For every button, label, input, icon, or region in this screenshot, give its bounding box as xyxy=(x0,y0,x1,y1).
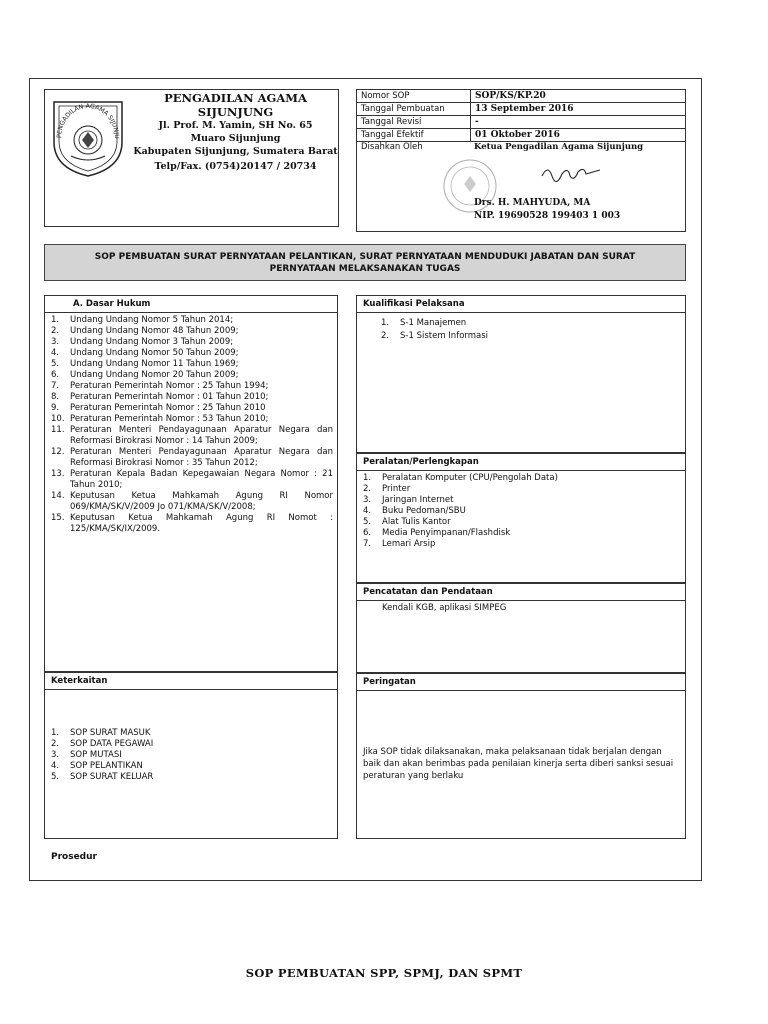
peralatan-heading: Peralatan/Perlengkapan xyxy=(357,454,685,471)
list-item-number: 1. xyxy=(51,728,60,738)
org-identity xyxy=(132,89,339,172)
peringatan-heading: Peringatan xyxy=(357,674,685,691)
org-address-region: Kabupaten Sijunjung, Sumatera Barat xyxy=(133,146,338,157)
org-address-street: Jl. Prof. M. Yamin, SH No. 65 xyxy=(158,120,313,131)
list-item xyxy=(51,381,333,392)
list-item-text: Peraturan Kepala Badan Kepegawaian Negara Nomor : 21 Tahun 2010; xyxy=(70,469,333,490)
list-item-text: Peraturan Pemerintah Nomor : 01 Tahun 2010; xyxy=(70,392,269,402)
list-item-text: Undang Undang Nomor 5 Tahun 2014; xyxy=(70,315,234,325)
list-item-text: SOP MUTASI xyxy=(70,750,122,760)
org-name: PENGADILAN AGAMA SIJUNJUNG xyxy=(164,91,307,119)
meta-label: Tanggal Efektif xyxy=(357,129,471,141)
sop-title xyxy=(44,244,686,281)
meta-value: - xyxy=(475,117,479,127)
list-item-number: 4. xyxy=(51,348,60,358)
list-item-text: Keputusan Ketua Mahkamah Agung RI Nomot : 125/KMA/SK/IX/2009. xyxy=(70,513,333,534)
list-item-number: 2. xyxy=(381,331,390,341)
list-item xyxy=(51,359,333,370)
list-item xyxy=(51,414,333,425)
list-item-text: Undang Undang Nomor 50 Tahun 2009; xyxy=(70,348,239,358)
dasar-hukum-section xyxy=(44,295,338,672)
list-item-text: Peraturan Menteri Pendayagunaan Aparatur Negara dan Reformasi Birokrasi Nomor : 35 Tahun 2012; xyxy=(70,447,333,468)
meta-value: 01 Oktober 2016 xyxy=(475,130,560,140)
list-item-number: 9. xyxy=(51,403,60,413)
list-item-number: 5. xyxy=(363,517,372,527)
pencatatan-section xyxy=(356,583,686,673)
list-item xyxy=(51,370,333,381)
peringatan-text: Jika SOP tidak dilaksanakan, maka pelaksanaan tidak berjalan dengan baik dan akan berimbas pada penilaian kinerja serta diberi sanksi sesuai peraturan yang berlaku xyxy=(363,747,674,781)
signer xyxy=(474,197,620,223)
list-item xyxy=(51,337,333,348)
org-address-city: Muaro Sijunjung xyxy=(190,133,281,144)
list-item-text: Jaringan Internet xyxy=(382,495,454,505)
meta-row-nomor xyxy=(357,90,685,103)
svg-text:PENGADILAN AGAMA SIJUNJUNG: PENGADILAN AGAMA SIJUNJU xyxy=(55,102,121,139)
list-item xyxy=(363,517,681,528)
list-item-number: 15. xyxy=(51,513,65,523)
list-item-text: Undang Undang Nomor 11 Tahun 1969; xyxy=(70,359,239,369)
list-item-number: 7. xyxy=(51,381,60,391)
list-item-number: 1. xyxy=(381,318,390,328)
sop-metadata-table xyxy=(356,89,686,232)
list-item-number: 5. xyxy=(51,359,60,369)
list-item-text: Peraturan Pemerintah Nomor : 53 Tahun 2010; xyxy=(70,414,269,424)
list-item-text: Peraturan Pemerintah Nomor : 25 Tahun 1994; xyxy=(70,381,269,391)
approval-block xyxy=(470,142,685,231)
kualifikasi-section xyxy=(356,295,686,453)
list-item-text: SOP SURAT KELUAR xyxy=(70,772,154,782)
list-item xyxy=(51,403,333,414)
list-item-number: 2. xyxy=(51,739,60,749)
list-item xyxy=(363,539,681,550)
list-item-text: Peralatan Komputer (CPU/Pengolah Data) xyxy=(382,473,558,483)
list-item-text: S-1 Sistem Informasi xyxy=(400,331,489,341)
kualifikasi-list xyxy=(357,313,685,343)
meta-label: Nomor SOP xyxy=(357,90,471,102)
meta-label: Tanggal Pembuatan xyxy=(357,103,471,115)
meta-row-efektif xyxy=(357,129,685,142)
list-item-text: SOP SURAT MASUK xyxy=(70,728,151,738)
dasar-hukum-heading: A. Dasar Hukum xyxy=(45,296,337,313)
list-item xyxy=(381,317,681,330)
court-seal-logo xyxy=(49,94,127,178)
list-item xyxy=(363,528,681,539)
prosedur-label: Prosedur xyxy=(51,852,97,862)
list-item xyxy=(51,425,333,447)
list-item xyxy=(51,728,333,739)
sop-title-line1: SOP PEMBUATAN SURAT PERNYATAAN PELANTIKAN, SURAT PERNYATAAN MENDUDUKI JABATAN DAN SURAT xyxy=(94,252,636,262)
list-item-text: Printer xyxy=(382,484,411,494)
list-item-number: 8. xyxy=(51,392,60,402)
list-item xyxy=(51,513,333,535)
signer-name: Drs. H. MAHYUDA, MA xyxy=(474,198,591,208)
list-item xyxy=(381,330,681,343)
list-item xyxy=(51,469,333,491)
list-item-text: Peraturan Pemerintah Nomor : 25 Tahun 2010 xyxy=(70,403,266,413)
list-item-text: SOP PELANTIKAN xyxy=(70,761,143,771)
list-item-text: Undang Undang Nomor 20 Tahun 2009; xyxy=(70,370,239,380)
list-item-text: Alat Tulis Kantor xyxy=(382,517,451,527)
list-item-number: 11. xyxy=(51,425,65,435)
list-item-text: Keputusan Ketua Mahkamah Agung RI Nomor 069/KMA/SK/V/2009 Jo 071/KMA/SK/V/2008; xyxy=(70,491,333,512)
peralatan-list xyxy=(357,471,685,550)
list-item-number: 4. xyxy=(51,761,60,771)
list-item-text: SOP DATA PEGAWAI xyxy=(70,739,154,749)
list-item-number: 3. xyxy=(363,495,372,505)
list-item-number: 2. xyxy=(51,326,60,336)
list-item-number: 2. xyxy=(363,484,372,494)
meta-value: 13 September 2016 xyxy=(475,104,574,114)
list-item-number: 10. xyxy=(51,414,65,424)
page-caption: SOP PEMBUATAN SPP, SPMJ, DAN SPMT xyxy=(245,966,523,980)
list-item xyxy=(51,326,333,337)
list-item xyxy=(51,315,333,326)
pencatatan-heading: Pencatatan dan Pendataan xyxy=(357,584,685,601)
list-item-number: 1. xyxy=(51,315,60,325)
keterkaitan-list xyxy=(45,690,337,783)
list-item-text: Peraturan Menteri Pendayagunaan Aparatur Negara dan Reformasi Birokrasi Nomor : 14 Tahun 2009; xyxy=(70,425,333,446)
org-phone: Telp/Fax. (0754)20147 / 20734 xyxy=(154,161,317,172)
meta-label: Tanggal Revisi xyxy=(357,116,471,128)
list-item-number: 3. xyxy=(51,337,60,347)
pencatatan-text: Kendali KGB, aplikasi SIMPEG xyxy=(382,603,507,613)
list-item-number: 6. xyxy=(363,528,372,538)
list-item-number: 7. xyxy=(363,539,372,549)
kualifikasi-heading: Kualifikasi Pelaksana xyxy=(357,296,685,313)
list-item xyxy=(51,348,333,359)
list-item xyxy=(51,447,333,469)
list-item-number: 1. xyxy=(363,473,372,483)
list-item xyxy=(51,739,333,750)
meta-row-pembuatan xyxy=(357,103,685,116)
dasar-hukum-list xyxy=(45,313,337,535)
keterkaitan-section xyxy=(44,672,338,839)
list-item-number: 5. xyxy=(51,772,60,782)
list-item xyxy=(363,495,681,506)
keterkaitan-heading: Keterkaitan xyxy=(45,673,337,690)
list-item-text: Undang Undang Nomor 3 Tahun 2009; xyxy=(70,337,234,347)
list-item-text: Undang Undang Nomor 48 Tahun 2009; xyxy=(70,326,239,336)
list-item-text: S-1 Manajemen xyxy=(400,318,467,328)
meta-row-disahkan xyxy=(357,142,685,231)
list-item-text: Buku Pedoman/SBU xyxy=(382,506,466,516)
approver-title: Ketua Pengadilan Agama Sijunjung xyxy=(474,142,644,152)
list-item xyxy=(51,392,333,403)
list-item-text: Media Penyimpanan/Flashdisk xyxy=(382,528,511,538)
meta-label: Disahkan Oleh xyxy=(361,142,423,152)
list-item xyxy=(363,473,681,484)
list-item xyxy=(51,772,333,783)
list-item-text: Lemari Arsip xyxy=(382,539,436,549)
list-item xyxy=(51,750,333,761)
list-item xyxy=(51,491,333,513)
list-item-number: 12. xyxy=(51,447,65,457)
sop-title-line2: PERNYATAAN MELAKSANAKAN TUGAS xyxy=(269,264,461,274)
list-item-number: 6. xyxy=(51,370,60,380)
signer-nip: NIP. 19690528 199403 1 003 xyxy=(474,211,621,221)
list-item-number: 3. xyxy=(51,750,60,760)
handwritten-signature xyxy=(540,162,610,189)
list-item xyxy=(363,506,681,517)
list-item-number: 13. xyxy=(51,469,65,479)
list-item-number: 4. xyxy=(363,506,372,516)
list-item xyxy=(51,761,333,772)
list-item xyxy=(363,484,681,495)
meta-row-revisi xyxy=(357,116,685,129)
list-item-number: 14. xyxy=(51,491,65,501)
peralatan-section xyxy=(356,453,686,583)
meta-value: SOP/KS/KP.20 xyxy=(475,91,546,101)
peringatan-section xyxy=(356,673,686,839)
